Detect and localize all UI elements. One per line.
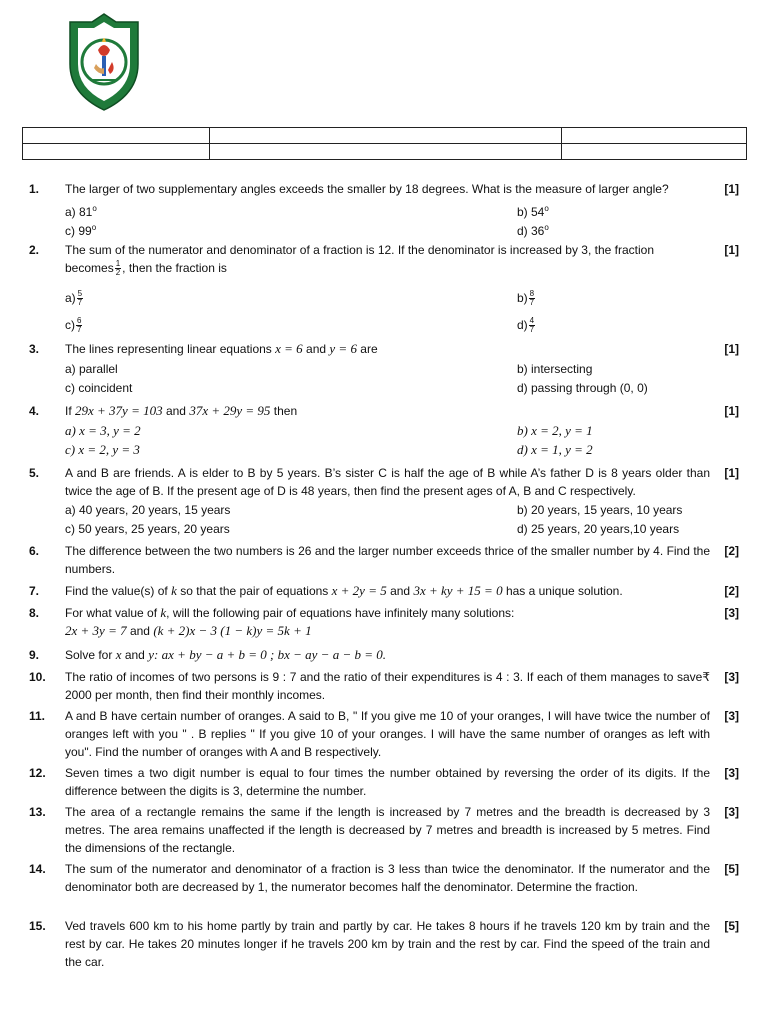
question-2: [22, 241, 747, 341]
question-text: The difference between the two numbers is 26 and the larger number exceeds thrice of the smaller number by 4. Find the numbers.: [65, 544, 710, 576]
option-d: d) 25 years, 20 years,10 years: [517, 522, 680, 536]
question-text: The area of a rectangle remains the same if the length is increased by 7 metres and the breadth is decreased by 3 metres. The area remains unaffected if the length is decreased by 7 metres and breadth is increased by 5 metres. Find the dimensions of the rectangle.: [65, 805, 710, 855]
question-number: 14.: [29, 862, 46, 876]
question-text: A and B have certain number of oranges. A said to B, " If you give me 10 of your oranges, I will have twice the number of oranges left with you " . B replies " If you give 10 of your oranges. I will have the same number of oranges as left with you". Find the number of oranges with A and B respectively.: [65, 709, 710, 759]
question-number: 8.: [29, 606, 40, 620]
question-number: 11.: [29, 709, 46, 723]
option-c: c) 50 years, 25 years, 20 years: [65, 522, 230, 536]
option-c: c) coincident: [65, 381, 133, 395]
question-marks: [2]: [724, 584, 739, 598]
question-number: 2.: [29, 243, 40, 257]
option-b: b) intersecting: [517, 362, 593, 376]
question-number: 4.: [29, 404, 40, 418]
question-text: Solve for x and y: ax + by − a + b = 0 ; bx − ay − a − b = 0.: [65, 647, 386, 662]
question-6: [22, 542, 747, 578]
question-number: 5.: [29, 466, 40, 480]
school-crest-logo: [64, 12, 144, 112]
question-text: Find the value(s) of k so that the pair of equations x + 2y = 5 and 3x + ky + 15 = 0 has a unique solution.: [65, 583, 623, 598]
option-b: b) 20 years, 15 years, 10 years: [517, 503, 683, 517]
question-number: 1.: [29, 182, 40, 196]
header-cell: [23, 128, 210, 144]
question-marks: [1]: [724, 466, 739, 480]
option-c: c) 99$^o$: [65, 223, 97, 238]
question-marks: [1]: [724, 404, 739, 418]
question-number: 6.: [29, 544, 40, 558]
option-b: b) 54$^o$: [517, 204, 549, 219]
header-cell: [210, 128, 562, 144]
question-marks: [3]: [724, 766, 739, 780]
option-a: a) 40 years, 20 years, 15 years: [65, 503, 231, 517]
option-c: c) x = 2, y = 3: [65, 442, 140, 457]
header-cell: [562, 144, 747, 160]
question-marks: [3]: [724, 670, 739, 684]
fraction: $\frac{1}{2}$: [115, 259, 121, 278]
question-marks: [5]: [724, 919, 739, 933]
question-text: The lines representing linear equations x = 6 and y = 6 are: [65, 341, 378, 356]
question-text: Ved travels 600 km to his home partly by train and partly by car. He takes 8 hours if he travels 120 km by train and the rest by car. He takes 20 minutes longer if he travels 200 km by train and the rest by car. Find the speed of the train and the car.: [65, 919, 710, 969]
question-text: The sum of the numerator and denominator of a fraction is 3 less than twice the denominator. If the numerator and the denominator both are decreased by 1, the numerator becomes half the denominator. Determine the fraction.: [65, 862, 710, 894]
question-text: For what value of k, will the following pair of equations have infinitely many solutions: 2x + 3y = 7 and (k + 2)x − 3 (1 − k)y = 5k + 1: [65, 605, 515, 638]
question-13: [22, 803, 747, 857]
question-7: [22, 582, 747, 600]
question-text: If 29x + 37y = 103 and 37x + 29y = 95 then: [65, 403, 298, 418]
question-marks: [3]: [724, 709, 739, 723]
question-marks: [3]: [724, 606, 739, 620]
question-number: 3.: [29, 342, 40, 356]
question-4: [22, 402, 747, 462]
question-12: [22, 764, 747, 800]
option-d: d) 36$^o$: [517, 223, 549, 238]
question-number: 15.: [29, 919, 46, 933]
option-a: a) parallel: [65, 362, 118, 376]
question-14: [22, 860, 747, 914]
question-5: [22, 464, 747, 542]
question-1: [22, 180, 747, 240]
question-number: 12.: [29, 766, 46, 780]
question-number: 13.: [29, 805, 46, 819]
option-b: b) x = 2, y = 1: [517, 423, 593, 438]
option-a: a) x = 3, y = 2: [65, 423, 141, 438]
option-c: c) $\frac{6}{7}$: [65, 316, 82, 335]
option-a: a) $\frac{5}{7}$: [65, 289, 83, 308]
question-text: The larger of two supplementary angles exceeds the smaller by 18 degrees. What is the measure of larger angle?: [65, 182, 669, 196]
option-a: a) 81$^o$: [65, 204, 97, 219]
question-marks: [3]: [724, 805, 739, 819]
question-9: [22, 646, 747, 664]
header-cell: [23, 144, 210, 160]
question-number: 9.: [29, 648, 40, 662]
question-15: [22, 917, 747, 971]
header-info-table: [22, 127, 747, 160]
option-d: d) x = 1, y = 2: [517, 442, 593, 457]
question-8: [22, 604, 747, 642]
question-number: 10.: [29, 670, 46, 684]
question-marks: [1]: [724, 182, 739, 196]
question-10: [22, 668, 747, 704]
question-text: A and B are friends. A is elder to B by 5 years. B’s sister C is half the age of B while A’s father D is 8 years older than twice the age of B. If the present age of D is 48 years, then find the present ages of A, B and C respectively.: [65, 466, 710, 498]
option-d: d) passing through (0, 0): [517, 381, 648, 395]
question-text: The sum of the numerator and denominator of a fraction is 12. If the denominator is increased by 3, the fraction becomes $\frac{1}{2}$ , then the fraction is: [65, 243, 654, 278]
question-number: 7.: [29, 584, 40, 598]
question-marks: [5]: [724, 862, 739, 876]
option-d: d) $\frac{4}{7}$: [517, 316, 535, 335]
header-cell: [562, 128, 747, 144]
option-b: b) $\frac{8}{7}$: [517, 289, 535, 308]
question-text: The ratio of incomes of two persons is 9 : 7 and the ratio of their expenditures is 4 : 3. If each of them manages to save₹ 2000 per month, then find their monthly incomes.: [65, 670, 710, 702]
question-marks: [2]: [724, 544, 739, 558]
question-text: Seven times a two digit number is equal to four times the number obtained by reversing the order of its digits. If the difference between the digits is 3, determine the number.: [65, 766, 710, 798]
question-marks: [1]: [724, 243, 739, 257]
header-cell: [210, 144, 562, 160]
question-3: [22, 340, 747, 400]
question-marks: [1]: [724, 342, 739, 356]
question-11: [22, 707, 747, 761]
